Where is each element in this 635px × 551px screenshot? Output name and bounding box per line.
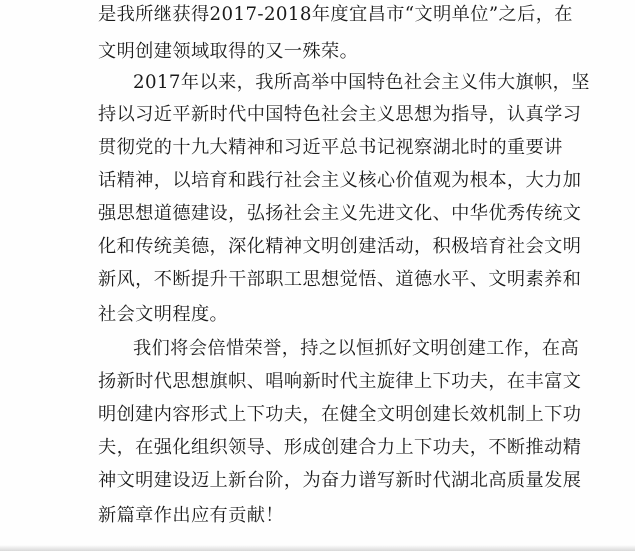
paragraph-3-line-3: 明创建内容形式上下功夫，在健全文明创建长效机制上下功	[98, 404, 582, 425]
paragraph-3-line-2: 扬新时代思想旗帜、唱响新时代主旋律上下功夫，在丰富文	[98, 371, 582, 392]
paragraph-2-line-2: 持以习近平新时代中国特色社会主义思想为指导，认真学习	[98, 104, 582, 125]
paragraph-2-line-6: 化和传统美德，深化精神文明创建活动，积极培育社会文明	[98, 236, 582, 257]
paragraph-3-line-4: 夫，在强化组织领导、形成创建合力上下功夫，不断推动精	[98, 437, 582, 458]
paragraph-2-line-4: 话精神，以培育和践行社会主义核心价值观为根本，大力加	[98, 170, 582, 191]
paragraph-2-line-1: 2017年以来，我所高举中国特色社会主义伟大旗帜，坚	[133, 72, 590, 93]
paragraph-2-line-7: 新风，不断提升干部职工思想觉悟、道德水平、文明素养和	[98, 269, 582, 290]
paragraph-3-line-5: 神文明建设迈上新台阶，为奋力谱写新时代湖北高质量发展	[98, 470, 582, 491]
page-bottom-shadow	[0, 545, 635, 551]
paragraph-3-line-6: 新篇章作出应有贡献！	[98, 505, 284, 526]
paragraph-2-line-5: 强思想道德建设，弘扬社会主义先进文化、中华优秀传统文	[98, 203, 582, 224]
paragraph-1-line-1: 是我所继获得2017-2018年度宜昌市“文明单位”之后，在	[98, 4, 573, 25]
paragraph-1-line-2: 文明创建领域取得的又一殊荣。	[98, 41, 359, 62]
paragraph-2-line-3: 贯彻党的十九大精神和习近平总书记视察湖北时的重要讲	[98, 137, 563, 158]
paragraph-3-line-1: 我们将会倍惜荣誉，持之以恒抓好文明创建工作，在高	[133, 338, 580, 359]
paragraph-2-line-8: 社会文明程度。	[98, 304, 229, 325]
